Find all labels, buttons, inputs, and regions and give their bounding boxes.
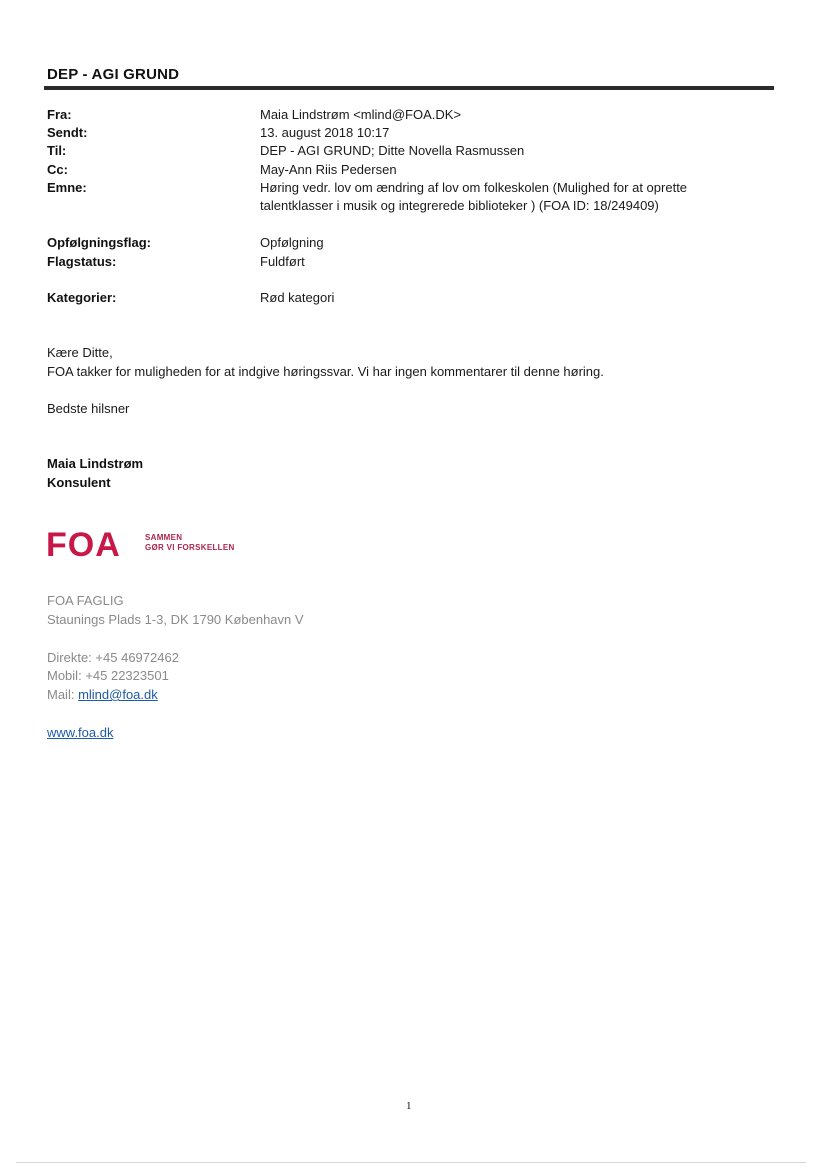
- from-value: Maia Lindstrøm <mlind@FOA.DK>: [260, 107, 462, 122]
- foa-wordmark-icon: [46, 528, 138, 560]
- to-value: DEP - AGI GRUND; Ditte Novella Rasmussen: [260, 143, 525, 158]
- mobile-value: +45 22323501: [85, 668, 169, 683]
- sent-label: Sendt:: [47, 125, 88, 140]
- svg-text:FOA: FOA: [46, 528, 121, 560]
- message-body: FOA takker for muligheden for at indgive høringssvar. Vi har ingen kommentarer til denne høring.: [47, 364, 604, 379]
- header-divider: [44, 86, 774, 90]
- org-address: Staunings Plads 1-3, DK 1790 København V: [47, 612, 304, 627]
- subject-line-2: talentklasser i musik og integrerede biblioteker ) (FOA ID: 18/249409): [260, 198, 659, 213]
- to-label: Til:: [47, 143, 67, 158]
- categories-value: Rød kategori: [260, 290, 335, 305]
- mobile-label: Mobil:: [47, 668, 82, 683]
- page-number: 1: [406, 1100, 412, 1112]
- org-name: FOA FAGLIG: [47, 593, 124, 608]
- followup-label: Opfølgningsflag:: [47, 235, 151, 250]
- subject-line-1: Høring vedr. lov om ændring af lov om folkeskolen (Mulighed for at oprette: [260, 180, 688, 195]
- closing: Bedste hilsner: [47, 401, 130, 416]
- direct-value: +45 46972462: [95, 650, 179, 665]
- tagline-line-1: SAMMEN: [145, 533, 183, 542]
- website-link[interactable]: www.foa.dk: [47, 725, 114, 740]
- cc-value: May-Ann Riis Pedersen: [260, 162, 397, 177]
- followup-value: Opfølgning: [260, 235, 324, 250]
- from-label: Fra:: [47, 107, 72, 122]
- flagstatus-value: Fuldført: [260, 254, 305, 269]
- greeting: Kære Ditte,: [47, 345, 113, 360]
- tagline-line-2: GØR VI FORSKELLEN: [145, 543, 235, 552]
- flagstatus-label: Flagstatus:: [47, 254, 117, 269]
- mail-link[interactable]: mlind@foa.dk: [78, 687, 158, 702]
- signature-name: Maia Lindstrøm: [47, 456, 144, 471]
- direct-label: Direkte:: [47, 650, 92, 665]
- subject-label: Emne:: [47, 180, 87, 195]
- website-row: [47, 724, 113, 742]
- mail-label: Mail:: [47, 687, 75, 702]
- mobile-phone: [47, 667, 169, 685]
- categories-label: Kategorier:: [47, 290, 117, 305]
- mail-row: [47, 686, 158, 704]
- cc-label: Cc:: [47, 162, 68, 177]
- foa-logo: [46, 528, 246, 562]
- foa-tagline: [145, 533, 235, 553]
- mailbox-title: DEP - AGI GRUND: [47, 66, 180, 83]
- direct-phone: [47, 649, 179, 667]
- sent-value: 13. august 2018 10:17: [260, 125, 390, 140]
- page-bottom-edge: [16, 1162, 806, 1163]
- signature-title: Konsulent: [47, 475, 111, 490]
